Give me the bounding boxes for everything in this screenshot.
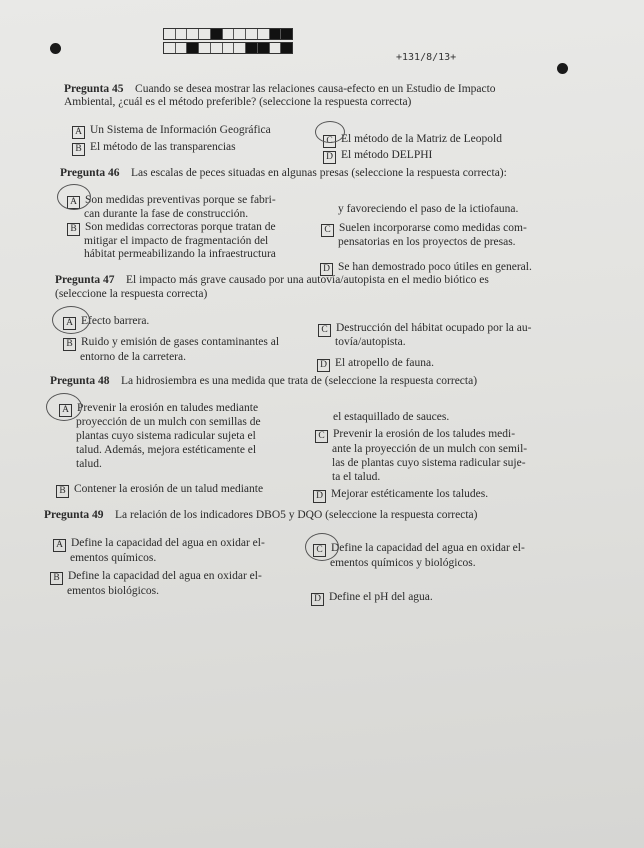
barcode-cell bbox=[164, 43, 176, 53]
option-box-c[interactable]: C bbox=[318, 324, 331, 337]
option-box-b[interactable]: B bbox=[56, 485, 69, 498]
q46-option-b-line3: hábitat permeabilizando la infraestructura bbox=[84, 248, 276, 260]
q49-option-a[interactable]: A Define la capacidad del agua en oxidar el- bbox=[53, 537, 265, 552]
barcode-cell bbox=[199, 29, 211, 39]
question-47-text: El impacto más grave causado por una autovía/autopista en el medio biótico es bbox=[126, 274, 489, 286]
question-49-text: La relación de los indicadores DBO5 y DQO (seleccione la respuesta correcta) bbox=[115, 509, 478, 521]
option-box-b[interactable]: B bbox=[72, 143, 85, 156]
sheet-code: +131/8/13+ bbox=[396, 52, 457, 63]
barcode bbox=[163, 28, 293, 56]
barcode-row-bottom bbox=[163, 42, 293, 54]
q48-option-c-line3: las de plantas cuyo sistema radicular suje- bbox=[332, 457, 526, 469]
option-box-d[interactable]: D bbox=[323, 151, 336, 164]
barcode-cell bbox=[246, 43, 258, 53]
q47-selection-circle bbox=[52, 306, 90, 334]
q48-option-a-line2: proyección de un mulch con semillas de bbox=[76, 416, 261, 428]
question-47-label: Pregunta 47 bbox=[55, 274, 115, 286]
question-45-line1 bbox=[64, 83, 496, 96]
option-box-a[interactable]: A bbox=[63, 317, 76, 330]
option-box-c[interactable]: C bbox=[323, 135, 336, 148]
q47-option-d[interactable]: D El atropello de fauna. bbox=[317, 357, 434, 372]
q48-option-a-line3: plantas cuyo sistema radicular sujeta el bbox=[76, 430, 256, 442]
barcode-cell bbox=[176, 29, 188, 39]
barcode-cell bbox=[176, 43, 188, 53]
q49-option-b-line2: ementos biológicos. bbox=[67, 585, 159, 597]
question-48-text: La hidrosiembra es una medida que trata de (seleccione la respuesta correcta) bbox=[121, 375, 478, 387]
q45-option-b[interactable]: B El método de las transparencias bbox=[72, 141, 236, 156]
q46-selection-circle bbox=[57, 184, 91, 210]
barcode-cell bbox=[164, 29, 176, 39]
question-46-label: Pregunta 46 bbox=[60, 167, 120, 179]
q48-option-a-line5: talud. bbox=[76, 458, 102, 470]
barcode-cell bbox=[234, 43, 246, 53]
barcode-cell bbox=[281, 29, 292, 39]
q48-option-b[interactable]: B Contener la erosión de un talud mediante bbox=[56, 483, 263, 498]
option-box-a[interactable]: A bbox=[67, 196, 80, 209]
barcode-cell bbox=[223, 29, 235, 39]
option-box-b[interactable]: B bbox=[50, 572, 63, 585]
question-45-label: Pregunta 45 bbox=[64, 83, 124, 95]
option-box-a[interactable]: A bbox=[53, 539, 66, 552]
question-45-line2: Ambiental, ¿cuál es el método preferible? (seleccione la respuesta correcta) bbox=[64, 96, 412, 108]
q48-option-c-line2: ante la proyección de un mulch con semil- bbox=[332, 443, 528, 455]
question-49-line1 bbox=[44, 509, 477, 522]
q47-option-b[interactable]: B Ruido y emisión de gases contaminantes al bbox=[63, 336, 279, 351]
barcode-cell bbox=[270, 29, 282, 39]
option-box-b[interactable]: B bbox=[67, 223, 80, 236]
q49-option-c-line2: ementos químicos y biológicos. bbox=[330, 557, 476, 569]
barcode-cell bbox=[211, 43, 223, 53]
q48-option-b-line2: el estaquillado de sauces. bbox=[333, 411, 450, 423]
q48-selection-circle bbox=[46, 393, 82, 421]
option-box-d[interactable]: D bbox=[313, 490, 326, 503]
barcode-cell bbox=[258, 43, 270, 53]
q46-option-c-line2: pensatorias en los proyectos de presas. bbox=[338, 236, 516, 248]
q48-option-a-line4: talud. Además, mejora estéticamente el bbox=[76, 444, 257, 456]
barcode-cell bbox=[211, 29, 223, 39]
option-box-d[interactable]: D bbox=[317, 359, 330, 372]
q45-option-a[interactable]: A Un Sistema de Información Geográfica bbox=[72, 124, 271, 139]
q49-selection-circle bbox=[305, 533, 339, 561]
option-box-d[interactable]: D bbox=[311, 593, 324, 606]
q47-option-a[interactable]: A Efecto barrera. bbox=[63, 315, 149, 330]
barcode-cell bbox=[187, 29, 199, 39]
question-47-line1 bbox=[55, 274, 489, 287]
question-46-line1 bbox=[60, 167, 507, 180]
barcode-cell bbox=[246, 29, 258, 39]
option-box-c[interactable]: C bbox=[315, 430, 328, 443]
q47-option-c[interactable]: C Destrucción del hábitat ocupado por la au- bbox=[318, 322, 531, 337]
question-47-line2: (seleccione la respuesta correcta) bbox=[55, 288, 208, 300]
registration-mark-right bbox=[557, 63, 568, 74]
option-box-a[interactable]: A bbox=[59, 404, 72, 417]
barcode-row-top bbox=[163, 28, 293, 40]
q49-option-a-line2: ementos químicos. bbox=[70, 552, 157, 564]
barcode-cell bbox=[223, 43, 235, 53]
option-box-c[interactable]: C bbox=[321, 224, 334, 237]
question-46-text: Las escalas de peces situadas en algunas presas (seleccione la respuesta correcta): bbox=[131, 167, 507, 179]
q46-option-b-line2: mitigar el impacto de fragmentación del bbox=[84, 235, 269, 247]
question-45-text: Cuando se desea mostrar las relaciones causa-efecto en un Estudio de Impacto bbox=[135, 83, 496, 95]
barcode-cell bbox=[258, 29, 270, 39]
barcode-cell bbox=[270, 43, 282, 53]
question-48-line1 bbox=[50, 375, 477, 388]
barcode-cell bbox=[234, 29, 246, 39]
q47-option-c-line2: tovía/autopista. bbox=[335, 336, 406, 348]
q46-option-c[interactable]: C Suelen incorporarse como medidas com- bbox=[321, 222, 527, 237]
registration-mark-left bbox=[50, 43, 61, 54]
q45-option-c[interactable]: C El método de la Matriz de Leopold bbox=[323, 133, 502, 148]
q49-option-c[interactable]: C Define la capacidad del agua en oxidar el- bbox=[313, 542, 525, 557]
barcode-cell bbox=[187, 43, 199, 53]
q46-option-d[interactable]: D Se han demostrado poco útiles en general. bbox=[320, 261, 532, 276]
question-49-label: Pregunta 49 bbox=[44, 509, 104, 521]
option-box-d[interactable]: D bbox=[320, 263, 333, 276]
q47-option-b-line2: entorno de la carretera. bbox=[80, 351, 186, 363]
option-box-a[interactable]: A bbox=[72, 126, 85, 139]
q46-option-b[interactable]: B Son medidas correctoras porque tratan de bbox=[67, 221, 276, 236]
question-48-label: Pregunta 48 bbox=[50, 375, 110, 387]
q48-option-d[interactable]: D Mejorar estéticamente los taludes. bbox=[313, 488, 488, 503]
barcode-cell bbox=[199, 43, 211, 53]
option-box-b[interactable]: B bbox=[63, 338, 76, 351]
q49-option-b[interactable]: B Define la capacidad del agua en oxidar el- bbox=[50, 570, 262, 585]
barcode-cell bbox=[281, 43, 292, 53]
q49-option-d[interactable]: D Define el pH del agua. bbox=[311, 591, 433, 606]
option-box-c[interactable]: C bbox=[313, 544, 326, 557]
q46-option-b-line4: y favoreciendo el paso de la ictiofauna. bbox=[338, 203, 519, 215]
q48-option-a[interactable]: A Prevenir la erosión en taludes mediante bbox=[59, 402, 258, 417]
q48-option-c-line4: ta el talud. bbox=[332, 471, 381, 483]
q45-option-d[interactable]: D El método DELPHI bbox=[323, 149, 432, 164]
q46-option-a[interactable]: A Son medidas preventivas porque se fabri- bbox=[67, 194, 276, 209]
q45-selection-circle bbox=[315, 121, 345, 143]
q46-option-a-line2: can durante la fase de construcción. bbox=[84, 208, 249, 220]
q48-option-c[interactable]: C Prevenir la erosión de los taludes medi- bbox=[315, 428, 515, 443]
